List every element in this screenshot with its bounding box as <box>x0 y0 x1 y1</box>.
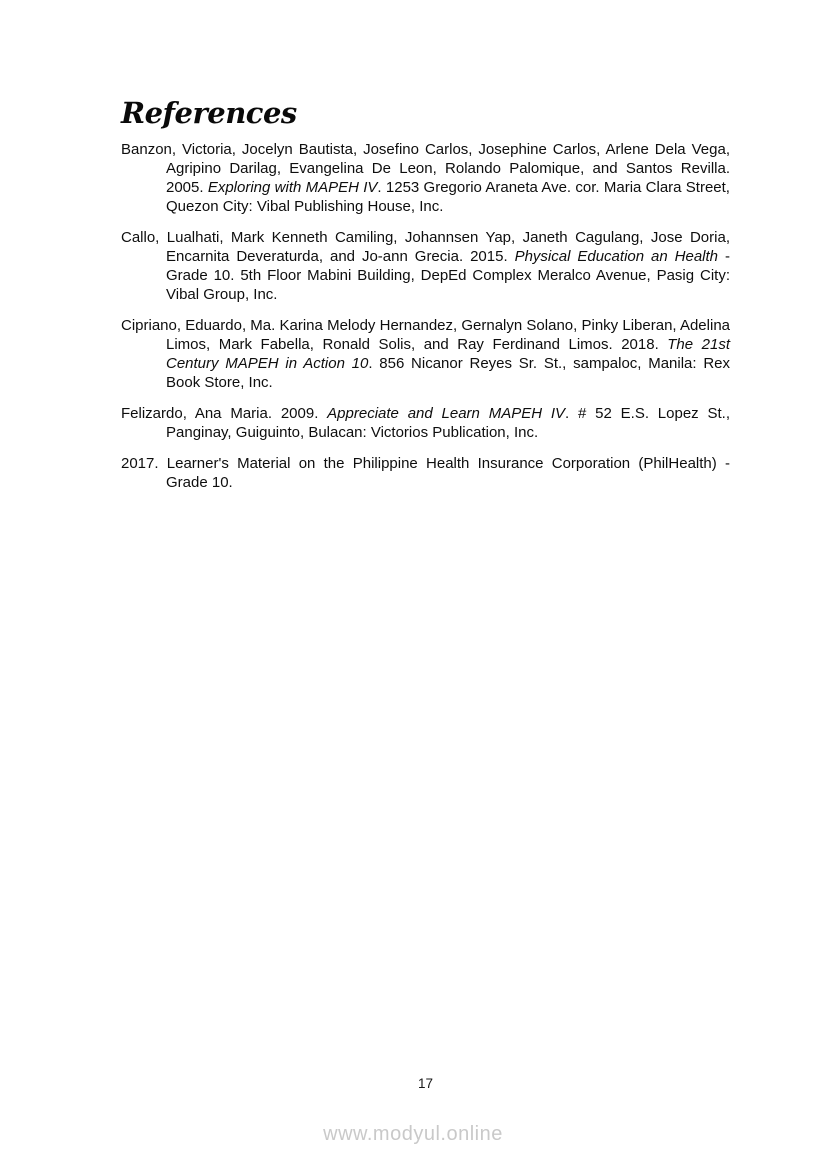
reference-text: . # 52 E.S. Lopez St., Panginay, Guiguinto, Bulacan: Victorios Publication, Inc. <box>166 405 730 441</box>
reference-work-title: Exploring with MAPEH IV <box>207 179 378 196</box>
page-number: 17 <box>417 1076 434 1091</box>
reference-work-title: The 21st Century MAPEH in Action 10 <box>166 336 730 372</box>
reference-text: . 1253 Gregorio Araneta Ave. cor. Maria Clara Street, Quezon City: Vibal Publishing House, Inc. <box>166 179 730 215</box>
watermark: www.modyul.online <box>323 1123 503 1145</box>
reference-entry <box>121 228 730 304</box>
reference-text: Banzon, Victoria, Jocelyn Bautista, Josefino Carlos, Josephine Carlos, Arlene Dela Vega, Agripino Darilag, Evangelina De Leon, Rolando Palomique, and Santos Revilla. 2005. <box>121 141 730 196</box>
reference-entry <box>121 404 730 442</box>
reference-work-title: Appreciate and Learn MAPEH IV <box>327 405 566 422</box>
reference-entry <box>121 140 730 216</box>
reference-text: 2017. Learner's Material on the Philippine Health Insurance Corporation (PhilHealth) - Grade 10. <box>121 455 730 491</box>
page-content <box>121 96 730 504</box>
reference-text: . 856 Nicanor Reyes Sr. St., sampaloc, Manila: Rex Book Store, Inc. <box>166 355 730 391</box>
reference-text: Felizardo, Ana Maria. 2009. <box>121 405 328 422</box>
reference-text: Cipriano, Eduardo, Ma. Karina Melody Hernandez, Gernalyn Solano, Pinky Liberan, Adelina Limos, Mark Fabella, Ronald Solis, and Ray Ferdinand Limos. 2018. <box>121 317 730 353</box>
reference-entry <box>121 454 730 492</box>
references-list <box>121 140 730 492</box>
reference-entry <box>121 316 730 392</box>
reference-text: - Grade 10. 5th Floor Mabini Building, DepEd Complex Meralco Avenue, Pasig City: Vibal Group, Inc. <box>166 248 730 303</box>
reference-work-title: Physical Education an Health <box>514 248 719 265</box>
reference-text: Callo, Lualhati, Mark Kenneth Camiling, Johannsen Yap, Janeth Cagulang, Jose Doria, Encarnita Deveraturda, and Jo-ann Grecia. 2015. <box>121 229 730 265</box>
page-title: References <box>121 96 297 130</box>
